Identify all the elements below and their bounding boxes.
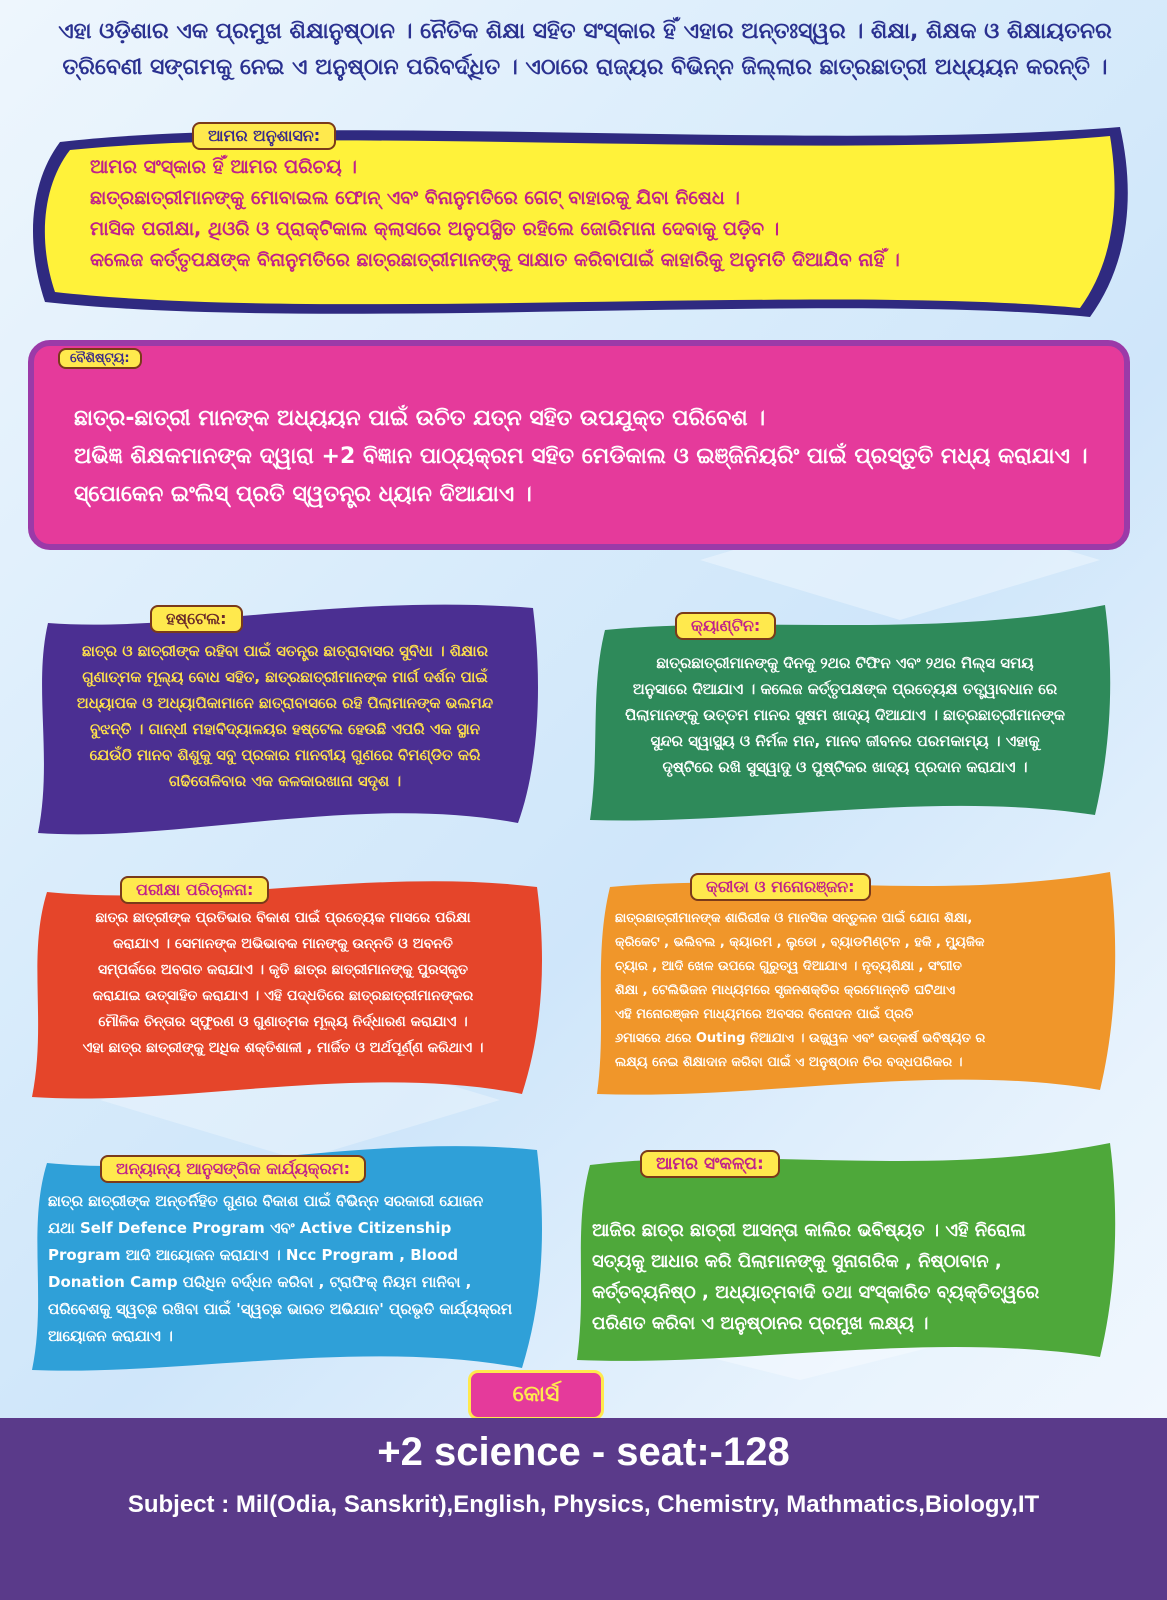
- resolve-line: ସତ୍ୟକୁ ଆଧାର କରି ପିଲାମାନଙ୍କୁ ସୁନାଗରିକ , ନିଷ୍ଠାବାନ ,: [592, 1251, 1002, 1272]
- hostel-line: ଗଢିତୋଳିବାର ଏକ କଳକାରଖାନା ସଦୃଶ ।: [168, 772, 402, 790]
- other-programs-line: Program ଆଦି ଆୟୋଜନ କରାଯାଏ । Ncc Program , Blood: [48, 1246, 459, 1264]
- sports-line: ଚ୍ୟାର , ଆଦି ଖେଳ ଉପରେ ଗୁରୁତ୍ୱ ଦିଆଯାଏ । ନୃତ୍ୟଶିକ୍ଷା , ସଂଗୀତ: [615, 959, 962, 974]
- exam-line: ସମ୍ପର୍କରେ ଅବଗତ କରାଯାଏ । କୃତି ଛାତ୍ର ଛାତ୍ରୀମାନଙ୍କୁ ପୁରସ୍କୃତ: [97, 962, 469, 978]
- discipline-text: [90, 152, 900, 276]
- canteen-line: ସୁନ୍ଦର ସ୍ୱାସ୍ଥ୍ୟ ଓ ନିର୍ମଳ ମନ, ମାନବ ଜୀବନର ପରମକାମ୍ୟ । ଏହାକୁ: [650, 732, 1040, 750]
- sports-line: କ୍ରିକେଟ , ଭଲିବଲ , କ୍ୟାରମ , ଲୁଡୋ , ବ୍ୟାଡମିଣ୍ଟନ , ହକି , ମ୍ୟୁଜିକ: [615, 935, 985, 950]
- exam-line: ଏହା ଛାତ୍ର ଛାତ୍ରୀଙ୍କୁ ଅଧିକ ଶକ୍ତିଶାଳୀ , ମାର୍ଜିତ ଓ ଅର୍ଥପୂର୍ଣ୍ଣ କରିଥାଏ ।: [82, 1040, 484, 1056]
- exam-title: ପରୀକ୍ଷା ପରିଚାଳନା:: [120, 876, 269, 904]
- course-footer: [0, 1418, 1167, 1600]
- exam-text: [48, 905, 518, 1061]
- other-programs-line: Donation Camp ପରିଧିନ ବର୍ଦ୍ଧନ କରିବା , ଟ୍ରାଫିକ୍ ନିୟମ ମାନିବା ,: [48, 1273, 472, 1291]
- exam-line: କରାଯାଇ ଉତ୍ସାହିତ କରାଯାଏ । ଏହି ପଦ୍ଧତିରେ ଛାତ୍ରଛାତ୍ରୀମାନଙ୍କର: [92, 988, 474, 1004]
- exam-line: କରାଯାଏ । ସେମାନଙ୍କ ଅଭିଭାବକ ମାନଙ୍କୁ ଉନ୍ନତି ଓ ଅବନତି: [113, 936, 453, 952]
- sports-line: ଲକ୍ଷ୍ୟ ନେଇ ଶିକ୍ଷାଦାନ କରିବା ପାଇଁ ଏ ଅନୁଷ୍ଠାନ ଚିର ବଦ୍ଧପରିକର ।: [615, 1055, 963, 1070]
- other-programs-line: ଛାତ୍ର ଛାତ୍ରୀଙ୍କ ଅନ୍ତର୍ନିହିତ ଗୁଣର ବିକାଶ ପାଇଁ ବିଭିନ୍ନ ସରକାରୀ ଯୋଜନ: [48, 1192, 484, 1210]
- hostel-title: ହଷ୍ଟେଲ:: [150, 605, 243, 633]
- resolve-line: କର୍ତ୍ତବ୍ୟନିଷ୍ଠ , ଅଧ୍ୟାତ୍ମବାଦି ତଥା ସଂସ୍କାରିତ ବ୍ୟକ୍ତିତ୍ୱରେ: [592, 1282, 1040, 1303]
- resolve-line: ପରିଣତ କରିବା ଏ ଅନୁଷ୍ଠାନର ପ୍ରମୁଖ ଲକ୍ଷ୍ୟ ।: [592, 1313, 929, 1334]
- discipline-line: ମାସିକ ପରୀକ୍ଷା, ଥିଓରି ଓ ପ୍ରାକ୍ଟିକାଲ କ୍ଲାସରେ ଅନୁପସ୍ଥିତ ରହିଲେ ଜୋରିମାନା ଦେବାକୁ ପଡ଼ିବ ।: [90, 218, 780, 240]
- canteen-line: ଦୃଷ୍ଟିରେ ରଖି ସୁସ୍ୱାଦୁ ଓ ପୁଷ୍ଟିକର ଖାଦ୍ୟ ପ୍ରଦାନ କରାଯାଏ ।: [662, 758, 1028, 776]
- other-programs-text: [48, 1188, 518, 1350]
- features-label: ବୈଶିଷ୍ଟ୍ୟ:: [58, 348, 142, 369]
- exam-line: ମୌଳିକ ଚିନ୍ତାର ସ୍ଫୁରଣ ଓ ଗୁଣାତ୍ମକ ମୂଲ୍ୟ ନିର୍ଦ୍ଧାରଣ କରାଯାଏ ।: [98, 1014, 468, 1030]
- features-line: ଛାତ୍ର-ଛାତ୍ରୀ ମାନଙ୍କ ଅଧ୍ୟୟନ ପାଇଁ ଉଚିତ ଯତ୍ନ ସହିତ ଉପଯୁକ୍ତ ପରିବେଶ ।: [74, 406, 766, 431]
- sports-title: କ୍ରୀଡା ଓ ମନୋରଞ୍ଜନ:: [690, 873, 871, 901]
- discipline-label: ଆମର ଅନୁଶାସନ:: [192, 122, 336, 150]
- sports-line: ଶିକ୍ଷା , ଟେଲିଭିଜନ ମାଧ୍ୟମରେ ସୃଜନଶକ୍ତିର କ୍ରମୋନ୍ନତି ଘଟିଥାଏ: [615, 983, 956, 998]
- intro-line-1: ଏହା ଓଡ଼ିଶାର ଏକ ପ୍ରମୁଖ ଶିକ୍ଷାନୁଷ୍ଠାନ । ନୈତିକ ଶିକ୍ଷା ସହିତ ସଂସ୍କାର ହିଁ ଏହାର ଅନ୍ତଃସ୍ୱର । ଶିକ୍ଷା, ଶିକ୍ଷକ ଓ ଶିକ୍ଷାୟତନର: [58, 19, 1112, 44]
- resolve-text: [592, 1215, 1092, 1339]
- canteen-line: ପିଲାମାନଙ୍କୁ ଉତ୍ତମ ମାନର ସୁଷମ ଖାଦ୍ୟ ଦିଆଯାଏ । ଛାତ୍ରଛାତ୍ରୀମାନଙ୍କ: [625, 706, 1065, 724]
- hostel-line: ବୁଝନ୍ତି । ଗାନ୍ଧୀ ମହାବିଦ୍ୟାଳୟର ହଷ୍ଟେଲ ହେଉଛି ଏପରି ଏକ ସ୍ଥାନ: [89, 720, 481, 738]
- sports-line: ୬ମାସରେ ଥରେ Outing ନିଆଯାଏ । ଉଜ୍ଜ୍ୱଳ ଏବଂ ଉତ୍କର୍ଷ ଭବିଷ୍ୟତ ର: [615, 1031, 986, 1046]
- discipline-line: କଲେଜ କର୍ତ୍ତୃପକ୍ଷଙ୍କ ବିନାନୁମତିରେ ଛାତ୍ରଛାତ୍ରୀମାନଙ୍କୁ ସାକ୍ଷାତ କରିବାପାଇଁ କାହାରିକୁ ଅନୁମତି ଦିଆଯିବ ନାହିଁ ।: [90, 249, 900, 271]
- resolve-line: ଆଜିର ଛାତ୍ର ଛାତ୍ରୀ ଆସନ୍ତା କାଲିର ଭବିଷ୍ୟତ । ଏହି ନିରୋଳା: [592, 1220, 1026, 1241]
- course-headline: +2 science - seat:-128: [377, 1430, 790, 1474]
- discipline-line: ଛାତ୍ରଛାତ୍ରୀମାନଙ୍କୁ ମୋବାଇଲ ଫୋନ୍ ଏବଂ ବିନାନୁମତିରେ ଗେଟ୍ ବାହାରକୁ ଯିବା ନିଷେଧ ।: [90, 187, 740, 209]
- sports-text: [615, 907, 1085, 1075]
- sports-line: ଛାତ୍ରଛାତ୍ରୀମାନଙ୍କ ଶାରିରୀକ ଓ ମାନସିକ ସନ୍ତୁଳନ ପାଇଁ ଯୋଗ ଶିକ୍ଷା,: [615, 911, 973, 926]
- features-line: ସ୍ପୋକେନ ଇଂଲିସ୍ ପ୍ରତି ସ୍ୱତନ୍ତ୍ର ଧ୍ୟାନ ଦିଆଯାଏ ।: [74, 482, 532, 507]
- canteen-line: ଛାତ୍ରଛାତ୍ରୀମାନଙ୍କୁ ଦିନକୁ ୨ଥର ଟିଫିନ ଏବଂ ୨ଥର ମିଲ୍ସ ସମୟ: [656, 654, 1034, 672]
- other-programs-line: ପରିବେଶକୁ ସ୍ୱଚ୍ଛ ରଖିବା ପାଇଁ 'ସ୍ୱଚ୍ଛ ଭାରତ ଅଭିଯାନ' ପ୍ରଭୃତି କାର୍ଯ୍ୟକ୍ରମ: [48, 1300, 513, 1318]
- intro-line-2: ତ୍ରିବେଣୀ ସଙ୍ଗମକୁ ନେଇ ଏ ଅନୁଷ୍ଠାନ ପରିବର୍ଦ୍ଧିତ । ଏଠାରେ ରାଜ୍ୟର ବିଭିନ୍ନ ଜିଲ୍ଲାର ଛାତ୍ରଛାତ୍ରୀ ଅଧ୍ୟୟନ କରନ୍ତି ।: [62, 55, 1108, 80]
- hostel-line: ଛାତ୍ର ଓ ଛାତ୍ରୀଙ୍କ ରହିବା ପାଇଁ ସତନ୍ତ୍ର ଛାତ୍ରାବାସର ସୁବିଧା । ଶିକ୍ଷାର: [82, 642, 488, 660]
- features-text: [74, 400, 1088, 514]
- other-programs-line: ଆୟୋଜନ କରାଯାଏ ।: [48, 1327, 173, 1345]
- discipline-line: ଆମର ସଂସ୍କାର ହିଁ ଆମର ପରିଚୟ ।: [90, 156, 357, 178]
- hostel-text: [50, 638, 520, 794]
- course-badge: କୋର୍ସ: [468, 1370, 604, 1420]
- hostel-line: ଅଧ୍ୟାପକ ଓ ଅଧ୍ୟାପିକାମାନେ ଛାତ୍ରାବାସରେ ରହି ପିଲାମାନଙ୍କ ଭଲମନ୍ଦ: [76, 694, 494, 712]
- exam-line: ଛାତ୍ର ଛାତ୍ରୀଙ୍କ ପ୍ରତିଭାର ବିକାଶ ପାଇଁ ପ୍ରତ୍ୟେକ ମାସରେ ପରିକ୍ଷା: [95, 910, 471, 926]
- intro-text: [40, 14, 1130, 86]
- canteen-line: ଅନୁସାରେ ଦିଆଯାଏ । କଲେଜ କର୍ତ୍ତୃପକ୍ଷଙ୍କ ପ୍ରତ୍ୟେକ୍ଷ ତତ୍ତ୍ୱାବଧାନ ରେ: [632, 680, 1058, 698]
- resolve-title: ଆମର ସଂକଳ୍ପ:: [640, 1150, 780, 1178]
- canteen-title: କ୍ୟାଣ୍ଟିନ:: [675, 612, 776, 640]
- other-programs-title: ଅନ୍ୟାନ୍ୟ ଆନୁସଙ୍ଗିକ କାର୍ଯ୍ୟକ୍ରମ:: [100, 1155, 366, 1183]
- features-line: ଅଭିଜ୍ଞ ଶିକ୍ଷକମାନଙ୍କ ଦ୍ୱାରା +2 ବିଜ୍ଞାନ ପାଠ୍ୟକ୍ରମ ସହିତ ମେଡିକାଲ ଓ ଇଞ୍ଜିନିୟରିଂ ପାଇଁ ପ୍ରସ୍ତୁତି ମଧ୍ୟ କରାଯାଏ ।: [74, 444, 1088, 469]
- hostel-line: ଯେଉଁଠି ମାନବ ଶିଶୁକୁ ସବୁ ପ୍ରକାର ମାନବୀୟ ଗୁଣରେ ବିମଣ୍ଡିତ କରି: [89, 746, 481, 764]
- sports-line: ଏହି ମନୋରଞ୍ଜନ ମାଧ୍ୟମରେ ଅବସର ବିନୋଦନ ପାଇଁ ପ୍ରତି: [615, 1007, 914, 1022]
- hostel-line: ଗୁଣାତ୍ମକ ମୂଲ୍ୟ ବୋଧ ସହିତ, ଛାତ୍ରଛାତ୍ରୀମାନଙ୍କ ମାର୍ଗ ଦର୍ଶନ ପାଇଁ: [82, 668, 488, 686]
- canteen-text: [595, 650, 1095, 780]
- other-programs-line: ଯଥା Self Defence Program ଏବଂ Active Citizenship: [48, 1219, 452, 1237]
- course-subjects: Subject : Mil(Odia, Sanskrit),English, Physics, Chemistry, Mathmatics,Biology,IT: [127, 1491, 1040, 1518]
